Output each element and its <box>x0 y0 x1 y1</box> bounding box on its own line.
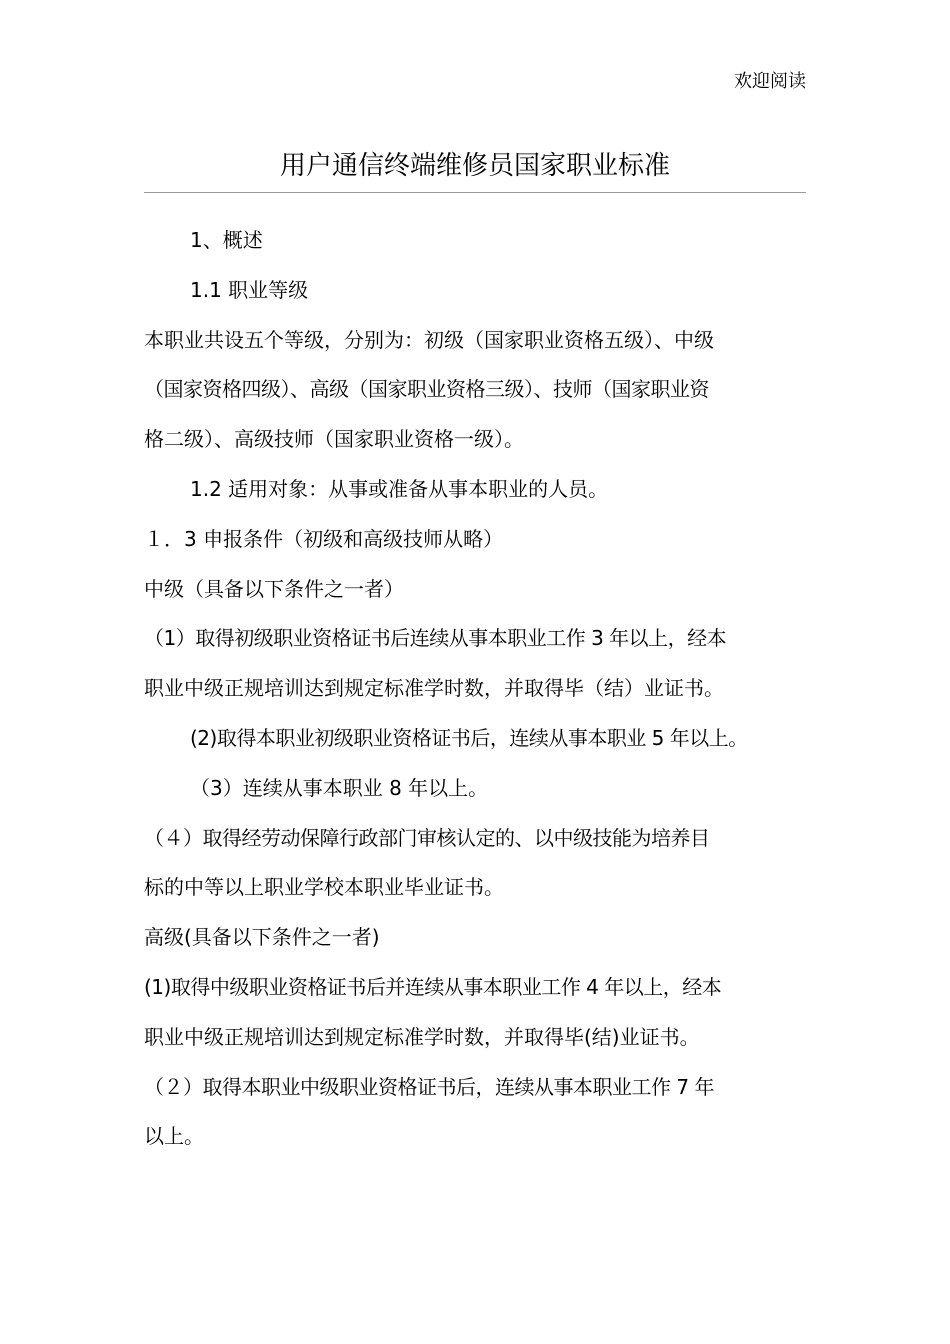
subsection-heading-requirements: １．3 申报条件（初级和高级技师从略） <box>144 526 504 551</box>
list-item-line: 职业中级正规培训达到规定标准学时数，并取得毕（结）业证书。 <box>144 676 724 701</box>
list-item-line: (1)取得中级职业资格证书后并连续从事本职业工作 4 年以上，经本 <box>144 974 722 999</box>
list-item-line: （４）取得经劳动保障行政部门审核认定的、以中级技能为培养目 <box>144 825 710 850</box>
title-divider <box>144 192 806 193</box>
level-heading-advanced: 高级(具备以下条件之一者) <box>144 925 380 950</box>
list-item-line: 以上。 <box>144 1124 204 1149</box>
level-heading-intermediate: 中级（具备以下条件之一者） <box>144 576 404 601</box>
subsection-heading-levels: 1.1 职业等级 <box>190 277 309 302</box>
list-item-line: （3）连续从事本职业 8 年以上。 <box>190 775 489 800</box>
list-item-line: (2)取得本职业初级职业资格证书后，连续从事本职业 5 年以上。 <box>190 725 748 750</box>
paragraph-line: 格二级）、高级技师（国家职业资格一级）。 <box>144 427 524 452</box>
paragraph-line: 本职业共设五个等级，分别为：初级（国家职业资格五级）、中级 <box>144 327 714 352</box>
list-item-line: （２）取得本职业中级职业资格证书后，连续从事本职业工作 7 年 <box>144 1074 714 1099</box>
paragraph-line: （国家资格四级）、高级（国家职业资格三级）、技师（国家职业资 <box>144 377 709 402</box>
header-note: 欢迎阅读 <box>734 71 806 92</box>
document-title: 用户通信终端维修员国家职业标准 <box>279 151 670 181</box>
subsection-heading-target: 1.2 适用对象：从事或准备从事本职业的人员。 <box>190 476 609 501</box>
list-item-line: 标的中等以上职业学校本职业毕业证书。 <box>144 875 504 900</box>
document-body <box>144 216 806 1162</box>
list-item-line: （1）取得初级职业资格证书后连续从事本职业工作 3 年以上，经本 <box>144 626 727 651</box>
section-heading-overview: 1、概述 <box>190 228 263 252</box>
list-item-line: 职业中级正规培训达到规定标准学时数，并取得毕(结)业证书。 <box>144 1024 700 1049</box>
